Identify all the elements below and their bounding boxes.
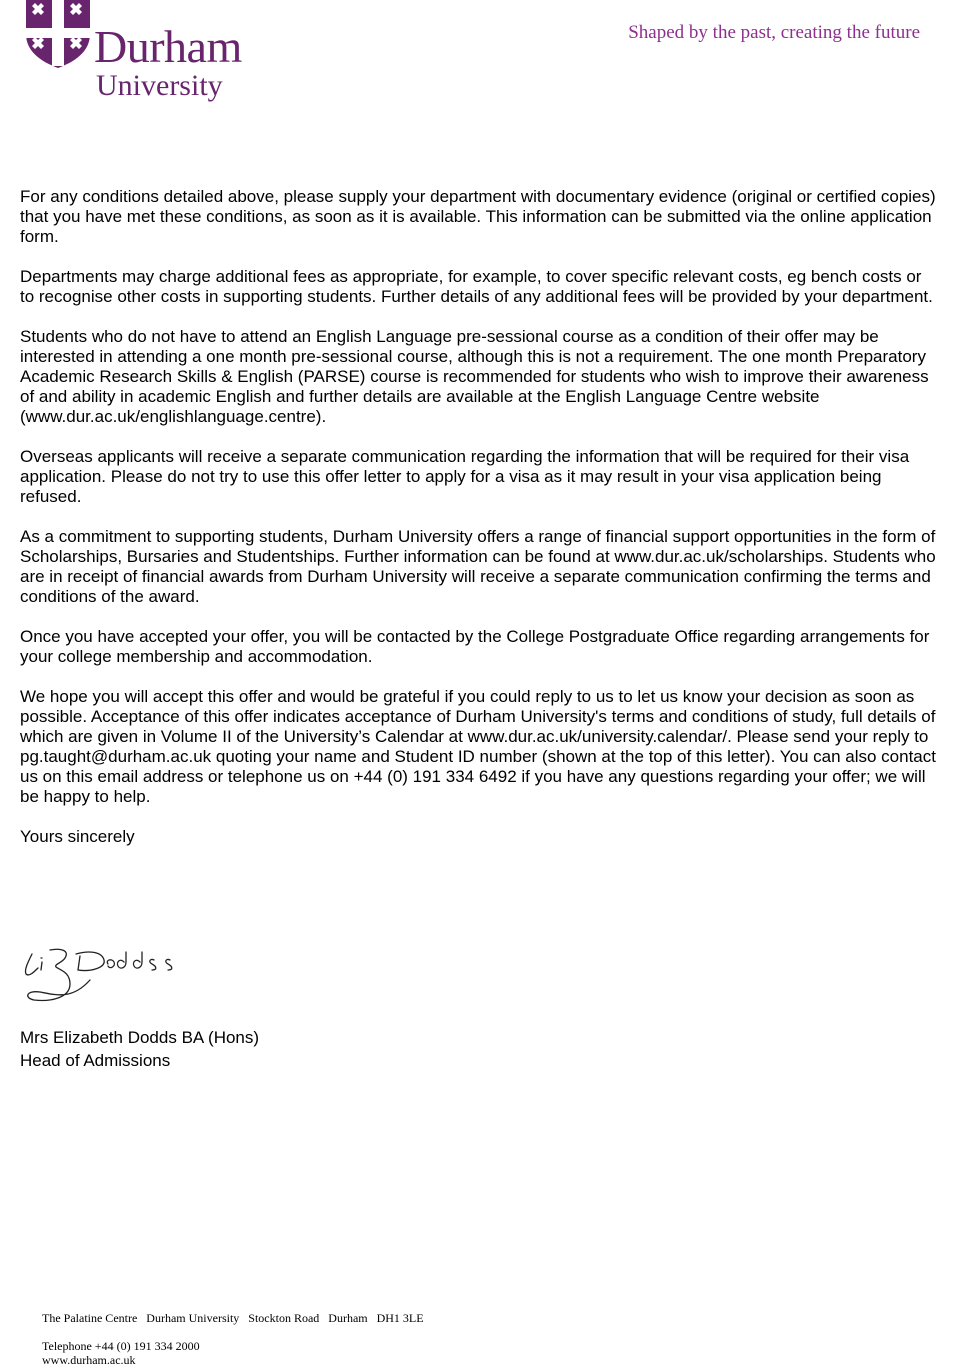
paragraph-scholarships: As a commitment to supporting students, Durham University offers a range of financial support opportunities in the form of Scholarships, Bursaries and Studentships. Further information can be found at www.dur.ac.uk/scholarships. Students who are in receipt of financial awards from Durham University will receive a separate communication confirming the terms and conditions of the award. bbox=[20, 527, 936, 606]
letter-footer bbox=[42, 1311, 424, 1367]
footer-website: www.durham.ac.uk bbox=[42, 1353, 136, 1367]
paragraph-college: Once you have accepted your offer, you will be contacted by the College Postgraduate Office regarding arrangements for your college membership and accommodation. bbox=[20, 627, 930, 666]
logo-wordmark-durham: Durham bbox=[94, 21, 242, 72]
tagline: Shaped by the past, creating the future bbox=[628, 22, 920, 43]
footer-telephone: Telephone +44 (0) 191 334 2000 bbox=[42, 1339, 200, 1353]
durham-university-logo bbox=[26, 0, 276, 110]
letter-body bbox=[20, 187, 940, 867]
signatory-title: Head of Admissions bbox=[20, 1051, 171, 1070]
paragraph-acceptance: We hope you will accept this offer and would be grateful if you could reply to us to let us know your decision as soon as possible. Acceptance of this offer indicates acceptance of Durham University's terms and conditions of study, full details of which are given in Volume II of the University’s Calendar at www.dur.ac.uk/university.calendar/. Please send your reply to pg.taught@durham.ac.uk quoting your name and Student ID number (shown at the top of this letter). You can also contact us on this email address or telephone us on +44 (0) 191 334 6492 if you have any questions regarding your offer; we will be happy to help. bbox=[20, 687, 936, 806]
paragraph-visa: Overseas applicants will receive a separate communication regarding the information that will be required for their visa application. Please do not try to use this offer letter to apply for a visa as it may result in your visa application being refused. bbox=[20, 447, 910, 506]
paragraph-conditions: For any conditions detailed above, please supply your department with documentary evidence (original or certified copies) that you have met these conditions, as soon as it is available. This information can be submitted via the online application form. bbox=[20, 187, 936, 246]
footer-address: The Palatine Centre Durham University Stockton Road Durham DH1 3LE bbox=[42, 1311, 424, 1325]
university-crest-icon bbox=[26, 0, 90, 68]
handwritten-signature bbox=[20, 940, 200, 1025]
signatory-block bbox=[20, 1026, 259, 1072]
logo-wordmark-university: University bbox=[96, 69, 223, 102]
closing-salutation: Yours sincerely bbox=[20, 827, 135, 846]
paragraph-fees: Departments may charge additional fees as appropriate, for example, to cover specific relevant costs, eg bench costs or to recognise other costs in supporting students. Further details of any additional fees will be provided by your department. bbox=[20, 267, 933, 306]
signatory-name: Mrs Elizabeth Dodds BA (Hons) bbox=[20, 1028, 260, 1047]
paragraph-pre-sessional: Students who do not have to attend an English Language pre-sessional course as a condition of their offer may be interested in attending a one month pre-sessional course, although this is not a requirement. The one month Preparatory Academic Research Skills & English (PARSE) course is recommended for students who wish to improve their awareness of and ability in academic English and further details are available at the English Language Centre website (www.dur.ac.uk/englishlanguage.centre). bbox=[20, 327, 929, 426]
